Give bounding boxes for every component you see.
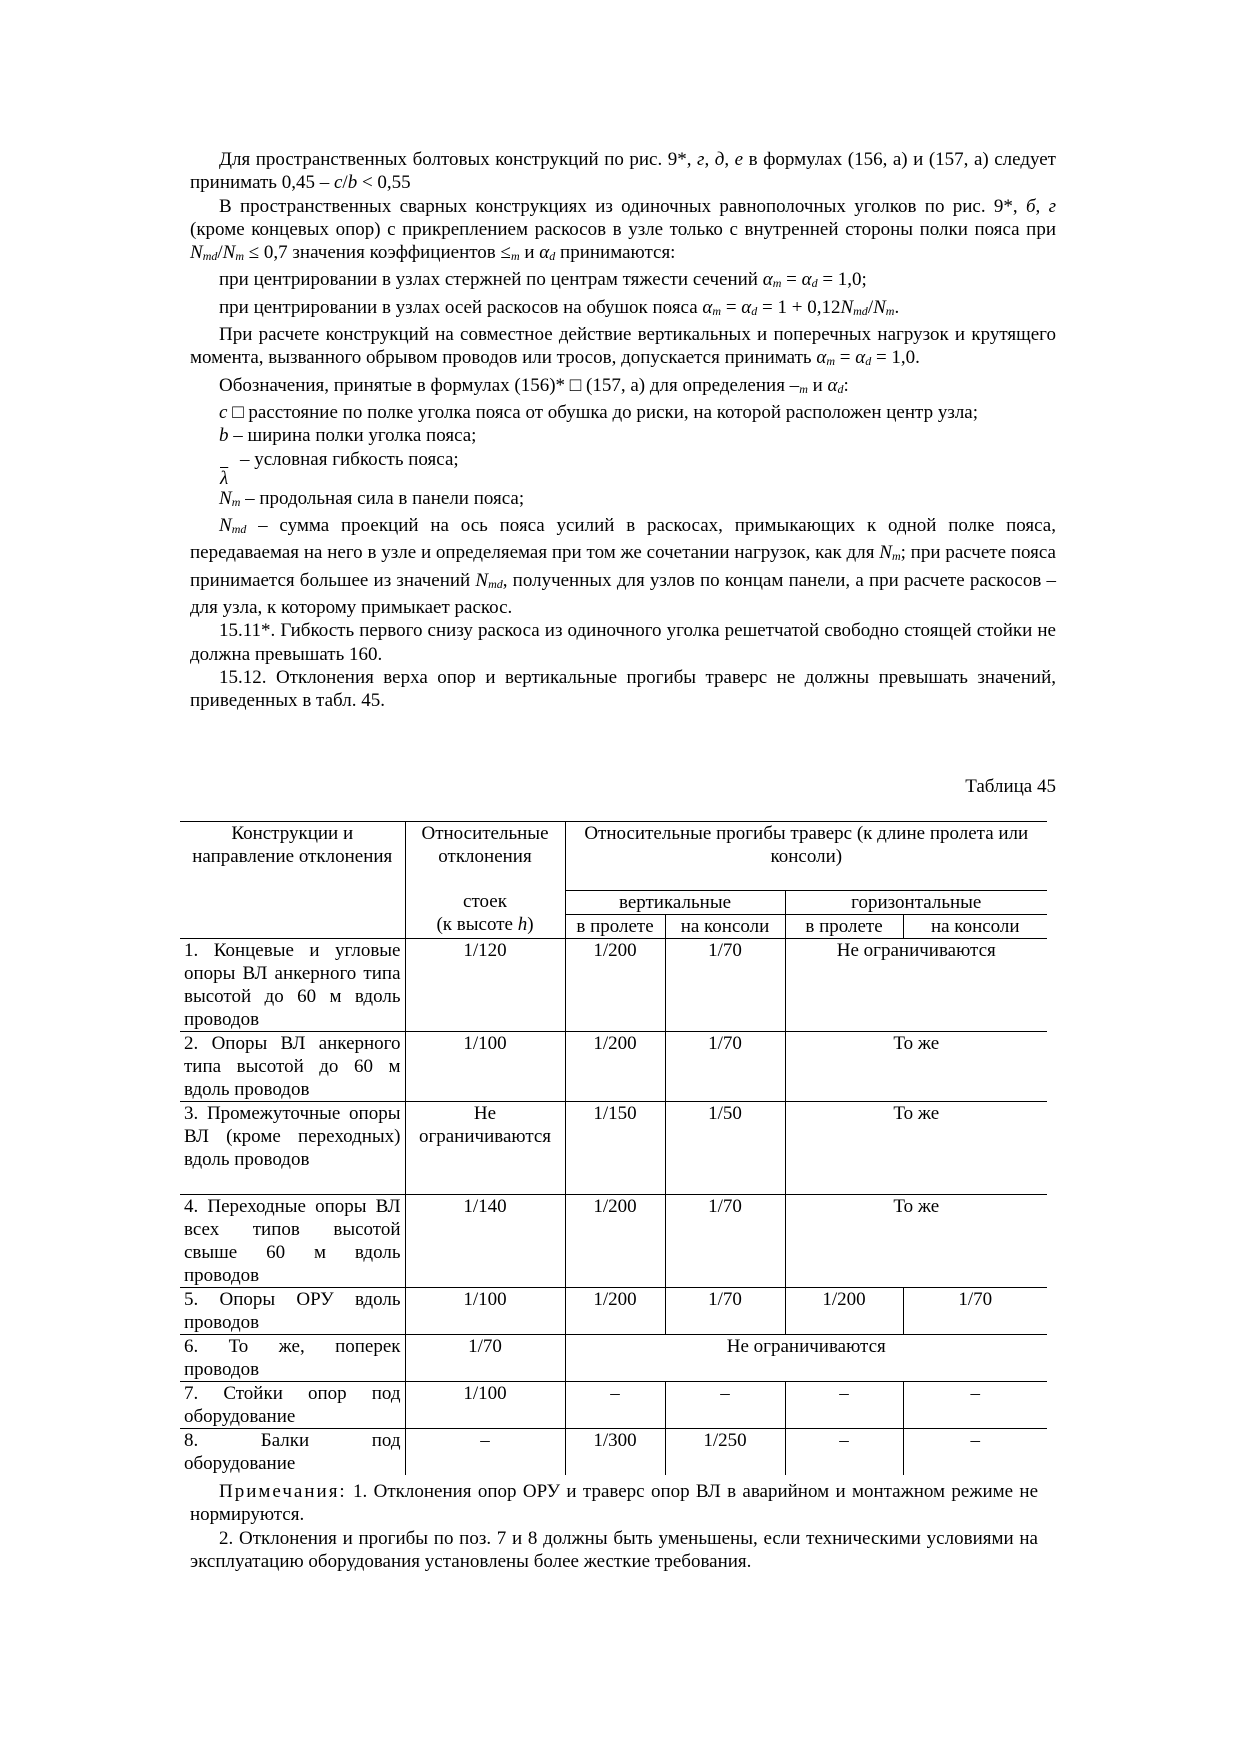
cell: 1/70 [903, 1287, 1047, 1334]
cell: 1/250 [665, 1428, 785, 1475]
cell: Не ограничиваются [405, 1101, 565, 1194]
paragraph: $N_m$ – продольная сила в панели пояса; [219, 487, 525, 509]
row-name: 6. То же, поперек проводов [180, 1334, 405, 1381]
paragraph: при центрировании в узлах осей раскосов на обушок пояса $\alpha_m = \alpha_d = 1 + 0,12N_{md}/N_m$. [219, 296, 900, 318]
header-console: на консоли [665, 914, 785, 938]
paragraph: при центрировании в узлах стержней по центрам тяжести сечений $\alpha_m = \alpha_d = 1,0$; [219, 269, 867, 291]
cell: 1/70 [665, 1031, 785, 1101]
cell: 1/200 [565, 1287, 665, 1334]
cell: – [665, 1381, 785, 1428]
paragraph: Обозначения, принятые в формулах (156)* □ (157, а) для определения $-_m$ и $\alpha_d$: [219, 374, 849, 396]
header-vertical: вертикальные [565, 890, 785, 914]
cell: – [565, 1381, 665, 1428]
row-name: 4. Переходные опоры ВЛ всех типов высотой свыше 60 м вдоль проводов [180, 1194, 405, 1287]
note-2: 2. Отклонения и прогибы по поз. 7 и 8 должны быть уменьшены, если техническими условиями на эксплуатацию оборудования установлены более жесткие требования. [190, 1527, 1038, 1572]
table-45 [180, 821, 1047, 1475]
cell: То же [785, 1101, 1047, 1194]
cell: 1/100 [405, 1381, 565, 1428]
cell: 1/70 [665, 1287, 785, 1334]
cell: – [903, 1428, 1047, 1475]
header-relative-deflections: Относительные прогибы траверс (к длине пролета или консоли) [565, 822, 1047, 891]
paragraph: b – ширина полки уголка пояса; [219, 425, 477, 447]
header-posts-height: (к высоте h) [436, 914, 534, 935]
table-notes [190, 1480, 1038, 1573]
header-posts [405, 890, 565, 938]
notes-label: Примечания: [219, 1481, 347, 1502]
cell: То же [785, 1194, 1047, 1287]
paragraph: Для пространственных болтовых конструкций по рис. 9*, г, д, е в формулах (156, а) и (157, а) следует принимать 0,45 – c/b < 0,55 [190, 149, 1056, 194]
cell: 1/70 [665, 938, 785, 1031]
header-posts-label: стоек [463, 891, 507, 912]
cell: 1/200 [565, 1031, 665, 1101]
row-name: 7. Стойки опор под оборудование [180, 1381, 405, 1428]
cell: 1/200 [565, 1194, 665, 1287]
body-text [190, 148, 1056, 713]
cell: – [405, 1428, 565, 1475]
table-row [180, 1194, 1047, 1287]
table-row [180, 1381, 1047, 1428]
row-name: 5. Опоры ОРУ вдоль проводов [180, 1287, 405, 1334]
header-console: на консоли [903, 914, 1047, 938]
cell: – [903, 1381, 1047, 1428]
cell: 1/70 [665, 1194, 785, 1287]
cell: Не ограничиваются [785, 938, 1047, 1031]
table-row [180, 1287, 1047, 1334]
table-row [180, 938, 1047, 1031]
table-row [180, 1428, 1047, 1475]
header-span: в пролете [785, 914, 903, 938]
table-row [180, 1101, 1047, 1194]
paragraph: 15.11*. Гибкость первого снизу раскоса из одиночного уголка решетчатой свободно стоящей стойки не должна превышать 160. [190, 620, 1056, 665]
note-1-text: 1. Отклонения опор ОРУ и траверс опор ВЛ в аварийном и монтажном режиме не нормируются. [190, 1481, 1038, 1526]
row-name: 8. Балки под оборудование [180, 1428, 405, 1475]
cell: 1/100 [405, 1287, 565, 1334]
cell: То же [785, 1031, 1047, 1101]
cell: 1/200 [785, 1287, 903, 1334]
header-construction: Конструкции и направление отклонения [180, 822, 405, 939]
paragraph: – условная гибкость пояса; [240, 448, 459, 470]
table-row [180, 1334, 1047, 1381]
paragraph: 15.12. Отклонения верха опор и вертикальные прогибы траверс не должны превышать значений, приведенных в табл. 45. [190, 666, 1056, 712]
row-name: 2. Опоры ВЛ анкерного типа высотой до 60 м вдоль проводов [180, 1031, 405, 1101]
header-relative-deviations: Относительные отклонения [405, 822, 565, 891]
cell: 1/70 [405, 1334, 565, 1381]
cell: 1/200 [565, 938, 665, 1031]
cell: 1/150 [565, 1101, 665, 1194]
cell: 1/120 [405, 938, 565, 1031]
table-caption: Таблица 45 [965, 776, 1056, 797]
cell: – [785, 1381, 903, 1428]
lambda-symbol: $\overline{\lambda}$ [220, 467, 229, 489]
row-name: 1. Концевые и угловые опоры ВЛ анкерного типа высотой до 60 м вдоль проводов [180, 938, 405, 1031]
header-horizontal: горизонтальные [785, 890, 1047, 914]
cell: 1/140 [405, 1194, 565, 1287]
row-name: 3. Промежуточные опоры ВЛ (кроме переходных) вдоль проводов [180, 1101, 405, 1194]
paragraph: c □ расстояние по полке уголка пояса от обушка до риски, на которой расположен центр узла; [219, 401, 979, 423]
paragraph: При расчете конструкций на совместное действие вертикальных и поперечных нагрузок и крутящего момента, вызванного обрывом проводов или тросов, допускается принимать $\alpha_m = \alpha_d = 1,0$. [190, 324, 1056, 369]
cell: – [785, 1428, 903, 1475]
header-span: в пролете [565, 914, 665, 938]
cell: 1/100 [405, 1031, 565, 1101]
cell: 1/50 [665, 1101, 785, 1194]
cell: Не ограничиваются [565, 1334, 1047, 1381]
note-1 [190, 1480, 1038, 1527]
paragraph: В пространственных сварных конструкциях из одиночных равнополочных уголков по рис. 9*, б, г (кроме концевых опор) с прикреплением раскосов в узле только с внутренней стороны полки пояса при $N_{md}/N_m \le 0,7$ значения коэффициентов $\le_m$ и $\alpha_d$ принимаются: [190, 195, 1057, 264]
table-row [180, 1031, 1047, 1101]
cell: 1/300 [565, 1428, 665, 1475]
paragraph: $N_{md}$ – сумма проекций на ось пояса усилий в раскосах, примыкающих к одной полке пояса, передаваемая на него в узле и определяемая при том же сочетании нагрузок, как для $N_m$; при расчете пояса принимается большее из значений $N_{md}$, полученных для узлов по концам панели, а при расчете раскосов – для узла, к которому примыкает раскос. [190, 515, 1056, 619]
